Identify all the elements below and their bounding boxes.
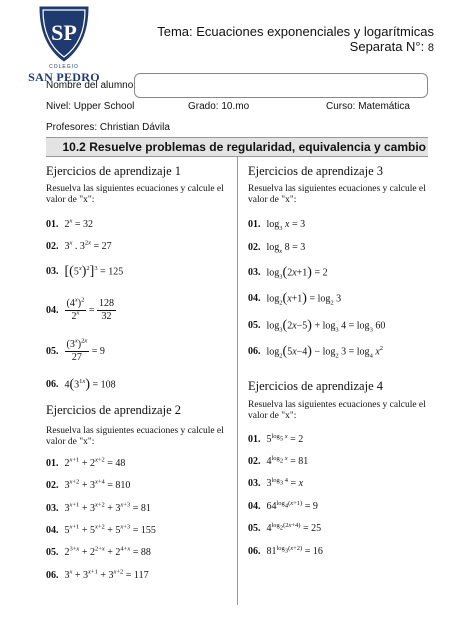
student-name-field[interactable] xyxy=(134,73,428,98)
section-title: 10.2 Resuelve problemas de regularidad, equivalencia y cambio xyxy=(62,140,426,154)
exercise-2-04: 04. $5^{x+1} + 5^{x+2} + 5^{x+3} = 155$ xyxy=(46,523,156,536)
exercise-3-01: 01. $\log_3 x = 3$ xyxy=(248,219,306,232)
exercise-1-06: 06. $4(3^{1x}) = 108$ xyxy=(46,377,116,392)
separata-number xyxy=(350,39,434,54)
exercise-3-02: 02. $\log_x 8 = 3$ xyxy=(248,242,306,255)
heading-block-3: Ejercicios de aprendizaje 3 xyxy=(248,164,383,178)
exercise-1-04: 04. $\frac{(4^x)^2}{2^x}$ = $\frac{128}{32}$ xyxy=(46,296,114,322)
level-label: Nivel: Upper School xyxy=(46,101,135,112)
exercise-1-05: 05. $\frac{(3^x)^{2x}}{27}$ = 9 xyxy=(46,337,105,363)
logo-colegio: COLEGIO xyxy=(49,64,79,70)
topic-title: Tema: Ecuaciones exponenciales y logarítmicas xyxy=(157,24,434,39)
section-band xyxy=(46,137,428,157)
separata-value: 8 xyxy=(427,42,434,54)
shield-icon xyxy=(22,4,106,64)
exercise-2-01: 01. $2^{x+1} + 2^{x+2} = 48$ xyxy=(46,456,126,469)
exercise-4-04: 04. $64^{log_4(x+1)} = 9$ xyxy=(248,499,318,512)
exercise-4-05: 05. $4^{log_2(2x+4)} = 25$ xyxy=(248,521,322,534)
exercise-3-05: 05. $\log_3(2x-5) + \log_3 4 = \log_3 60$ xyxy=(248,318,386,334)
exercise-4-01: 01. $5^{log_5 x} = 2$ xyxy=(248,432,304,445)
exercise-4-06: 06. $81^{log_3(x+2)} = 16$ xyxy=(248,544,323,557)
instructions-block-2: Resuelva las siguientes ecuaciones y calcule el valor de "x": xyxy=(46,426,224,447)
exercise-3-04: 04. $\log_2(x+1) = \log_2 3$ xyxy=(248,291,342,307)
grade-label: Grado: 10.mo xyxy=(188,101,250,112)
instructions-block-1: Resuelva las siguientes ecuaciones y calcule el valor de "x": xyxy=(46,184,224,205)
column-divider xyxy=(237,157,238,605)
heading-block-4: Ejercicios de aprendizaje 4 xyxy=(248,379,383,393)
exercise-1-02: 02. 3$^x$ . $3^{2x} = 27$ xyxy=(46,239,112,252)
separata-label: Separata N°: xyxy=(349,39,425,54)
exercise-1-01: 01. $2^x = 32$ xyxy=(46,217,94,230)
exercise-2-03: 03. $3^{x+1} + 3^{x+2} + 3^{x+3} = 81$ xyxy=(46,501,151,514)
teachers-label: Profesores: Christian Dávila xyxy=(46,122,170,133)
logo-letters: SP xyxy=(51,20,77,45)
heading-block-1: Ejercicios de aprendizaje 1 xyxy=(46,164,181,178)
student-name-label: Nombre del alumno: xyxy=(46,80,137,91)
school-logo xyxy=(22,4,106,88)
exercise-2-06: 06. $3^x + 3^{x+1} + 3^{x+2} = 117$ xyxy=(46,568,149,581)
instructions-block-4: Resuelva las siguientes ecuaciones y calcule el valor de "x": xyxy=(248,400,426,421)
logo-school-name: SAN PEDRO xyxy=(28,70,100,84)
exercise-2-02: 02. $3^{x+2} + 3^{x+4} = 810$ xyxy=(46,478,131,491)
exercise-2-05: 05. $2^{3+x} + 2^{2+x} + 2^{4+x} = 88$ xyxy=(46,545,151,558)
exercise-3-06: 06. $\log_2(5x-4) - \log_2 3 = \log_4 x^2$ xyxy=(248,344,384,360)
exercise-3-03: 03. $\log_3(2x+1) = 2$ xyxy=(248,265,328,281)
course-label: Curso: Matemática xyxy=(326,101,410,112)
heading-block-2: Ejercicios de aprendizaje 2 xyxy=(46,403,181,417)
instructions-block-3: Resuelva las siguientes ecuaciones y calcule el valor de "x": xyxy=(248,184,426,205)
exercise-4-02: 02. $4^{log_2 x} = 81$ xyxy=(248,454,309,467)
exercise-1-03: 03. $[(5^x)^2]^3 = 125$ xyxy=(46,264,124,279)
exercise-4-03: 03. $3^{log_3 4} = x$ xyxy=(248,476,304,489)
